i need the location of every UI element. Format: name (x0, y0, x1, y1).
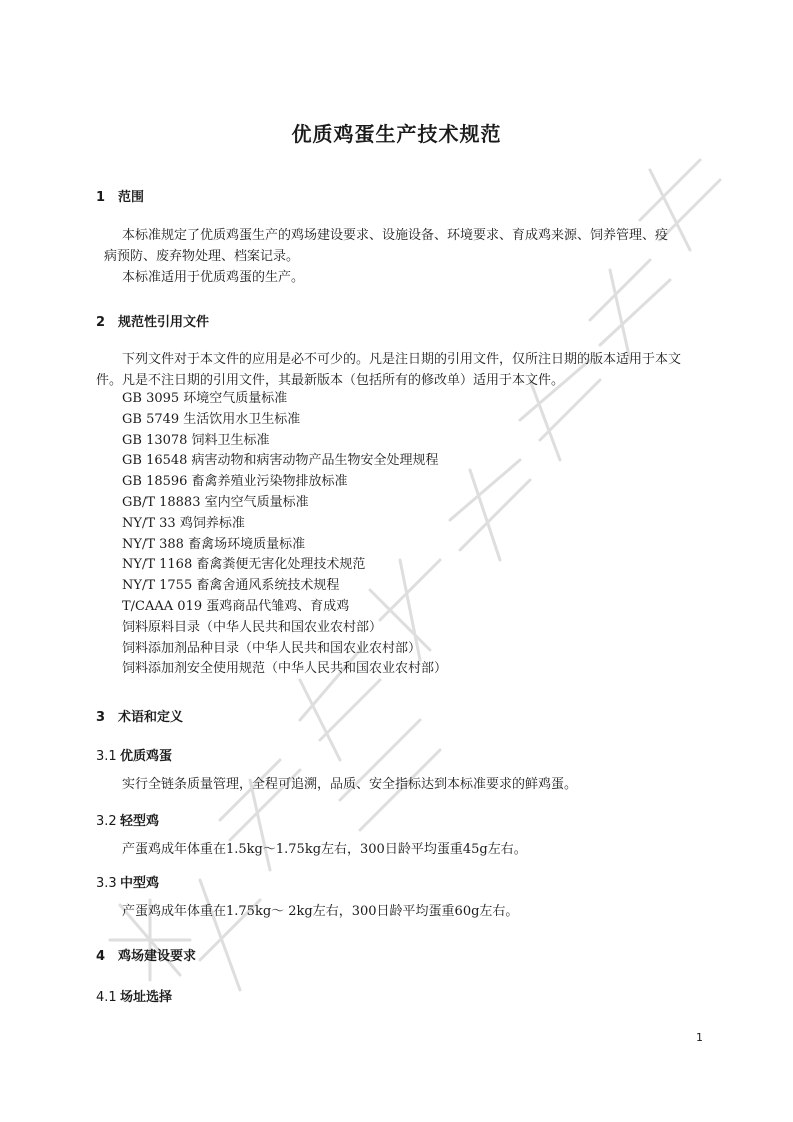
term-title: 中型鸡 (120, 876, 160, 891)
reference-item: GB 16548 病害动物和病害动物产品生物安全处理规程 (122, 453, 439, 469)
reference-item: NY/T 33 鸡饲养标准 (122, 515, 245, 531)
section-heading-terms-definitions (96, 706, 183, 725)
reference-item: 饲料原料目录（中华人民共和国农业农村部） (122, 619, 383, 635)
term-definition-text: 实行全链条质量管理，全程可追溯，品质、安全指标达到本标准要求的鲜鸡蛋。 (122, 777, 578, 792)
term-number: 3.3 (96, 876, 117, 891)
scope-line-3: 本标准适用于优质鸡蛋的生产。 (122, 270, 305, 285)
term-definition-medium-chicken (96, 901, 720, 922)
references-intro-line-2: 件。凡是不注日期的引用文件，其最新版本（包括所有的修改单）适用于本文件。 (96, 373, 565, 388)
section-title: 范围 (118, 190, 145, 205)
section-number: 1 (96, 190, 106, 205)
term-heading-medium-chicken (96, 872, 159, 891)
term-definition-text: 产蛋鸡成年体重在1.75kg～ 2kg左右，300日龄平均蛋重60g左右。 (122, 904, 519, 919)
term-title: 轻型鸡 (120, 814, 160, 829)
scope-line-1: 本标准规定了优质鸡蛋生产的鸡场建设要求、设施设备、环境要求、育成鸡来源、饲养管理、疫 (122, 228, 669, 243)
subsection-title: 场址选择 (120, 990, 173, 1005)
section-number: 2 (96, 315, 106, 330)
section-heading-farm-construction (96, 945, 196, 964)
reference-item: GB 13078 饲料卫生标准 (122, 432, 270, 448)
term-title: 优质鸡蛋 (120, 749, 173, 764)
reference-item: T/CAAA 019 蛋鸡商品代雏鸡、育成鸡 (122, 598, 350, 614)
subsection-number: 4.1 (96, 990, 117, 1005)
reference-item: GB 18596 畜禽养殖业污染物排放标准 (122, 474, 348, 490)
reference-item: GB 5749 生活饮用水卫生标准 (122, 411, 301, 427)
page-number: 1 (696, 1031, 703, 1044)
reference-item: NY/T 1755 畜禽舍通风系统技术规程 (122, 578, 340, 594)
document-title: 优质鸡蛋生产技术规范 (291, 122, 502, 146)
subsection-heading-site-selection (96, 986, 172, 1005)
term-definition-quality-egg (96, 774, 720, 795)
references-intro-line-1: 下列文件对于本文件的应用是必不可少的。凡是注日期的引用文件，仅所注日期的版本适用于本文 (122, 352, 682, 367)
term-heading-quality-egg (96, 745, 172, 764)
term-number: 3.2 (96, 814, 117, 829)
section-number: 3 (96, 710, 106, 725)
term-definition-text: 产蛋鸡成年体重在1.5kg～1.75kg左右，300日龄平均蛋重45g左右。 (122, 842, 527, 857)
scope-line-2: 病预防、废弃物处理、档案记录。 (104, 249, 300, 264)
reference-item: GB 3095 环境空气质量标准 (122, 391, 288, 406)
reference-item: 饲料添加剂品种目录（中华人民共和国农业农村部） (122, 640, 422, 656)
section-title: 鸡场建设要求 (118, 949, 197, 964)
reference-list (122, 389, 447, 680)
scope-paragraph (96, 225, 720, 288)
reference-item: 饲料添加剂安全使用规范（中华人民共和国农业农村部） (122, 661, 448, 677)
reference-item: GB/T 18883 室内空气质量标准 (122, 494, 309, 510)
term-number: 3.1 (96, 749, 117, 764)
section-title: 术语和定义 (118, 710, 184, 725)
section-number: 4 (96, 949, 106, 964)
section-title: 规范性引用文件 (118, 315, 210, 330)
section-heading-normative-references (96, 311, 209, 330)
section-heading-scope (96, 186, 144, 205)
term-heading-light-chicken (96, 810, 159, 829)
reference-item: NY/T 388 畜禽场环境质量标准 (122, 536, 306, 552)
term-definition-light-chicken (96, 839, 720, 860)
references-intro (96, 349, 720, 391)
reference-item: NY/T 1168 畜禽粪便无害化处理技术规范 (122, 557, 366, 573)
